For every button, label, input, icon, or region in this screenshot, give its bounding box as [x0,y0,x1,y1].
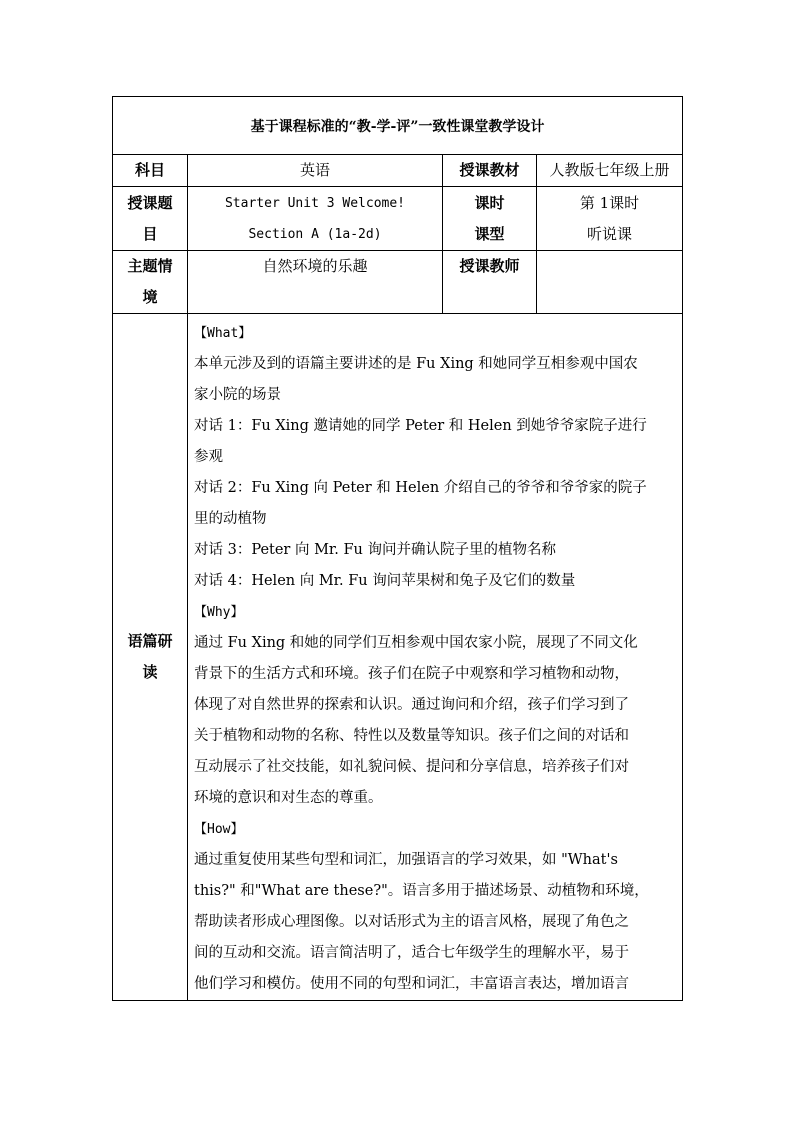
body-text-line: 互动展示了社交技能，如礼貌问候、提问和分享信息，培养孩子们对 [194,759,629,775]
textbook-value: 人教版七年级上册 [537,155,683,187]
section-heading: 【What】 [194,326,252,341]
body-text-line: 对话 2：Fu Xing 向 Peter 和 Helen 介绍自己的爷爷和爷爷家的院子 [194,480,647,496]
body-text-line: 关于植物和动物的名称、特性以及数量等知识。孩子们之间的对话和 [194,728,629,744]
body-text-line: 家小院的场景 [194,387,281,403]
body-text-line: 通过重复使用某些句型和词汇，加强语言的学习效果，如 "What's [194,852,618,868]
body-text-line: 参观 [194,449,223,465]
body-text-line: 通过 Fu Xing 和她的同学们互相参观中国农家小院，展现了不同文化 [194,635,638,651]
period-label-line2: 课型 [474,224,505,243]
teacher-label: 授课教师 [443,251,537,314]
body-text-line: 他们学习和模仿。使用不同的句型和词汇，丰富语言表达，增加语言 [194,976,629,992]
topic-value-line1: Starter Unit 3 Welcome! [224,195,405,211]
textbook-label: 授课教材 [443,155,537,187]
theme-label [113,251,188,314]
body-text-line: 对话 1：Fu Xing 邀请她的同学 Peter 和 Helen 到她爷爷家院子进行 [194,418,647,434]
topic-label [113,187,188,251]
analysis-body [188,314,683,1001]
section-heading: 【How】 [194,822,244,837]
topic-label-line1: 授课题 [127,193,173,212]
body-text-line: 体现了对自然世界的探索和认识。通过询问和介绍，孩子们学习到了 [194,697,629,713]
body-text-line: 对话 3：Peter 向 Mr. Fu 询问并确认院子里的植物名称 [194,542,556,558]
period-value [537,187,683,251]
section-heading: 【Why】 [194,605,244,620]
period-value-line1: 第 1课时 [579,193,640,212]
subject-label: 科目 [113,155,188,187]
body-text-line: 本单元涉及到的语篇主要讲述的是 Fu Xing 和她同学互相参观中国农 [194,356,638,372]
body-text-line: 环境的意识和对生态的尊重。 [194,790,383,806]
theme-label-line2: 境 [142,288,158,306]
subject-value: 英语 [188,155,443,187]
analysis-label [113,314,188,1001]
body-text-line: 背景下的生活方式和环境。孩子们在院子中观察和学习植物和动物， [194,666,629,682]
topic-value-line2: Section A (1a-2d) [248,226,382,242]
period-label-line1: 课时 [474,193,505,212]
body-text-line: 间的互动和交流。语言简洁明了，适合七年级学生的理解水平，易于 [194,945,629,961]
topic-value [188,187,443,251]
theme-label-line1: 主题情 [127,257,173,275]
period-value-line2: 听说课 [587,224,633,243]
body-text-line: 帮助读者形成心理图像。以对话形式为主的语言风格，展现了角色之 [194,914,629,930]
document-title: 基于课程标准的“教-学-评”一致性课堂教学设计 [113,97,683,155]
theme-value: 自然环境的乐趣 [188,251,443,314]
body-text-line: 里的动植物 [194,511,267,527]
lesson-plan-table [112,96,683,1001]
body-text-line: this?" 和"What are these?"。语言多用于描述场景、动植物和环境， [194,883,649,899]
analysis-label-line1: 语篇研 [127,632,173,650]
analysis-label-line2: 读 [142,663,158,681]
period-label [443,187,537,251]
body-text-line: 对话 4：Helen 向 Mr. Fu 询问苹果树和兔子及它们的数量 [194,573,576,589]
teacher-value [537,251,683,314]
topic-label-line2: 目 [142,224,158,243]
